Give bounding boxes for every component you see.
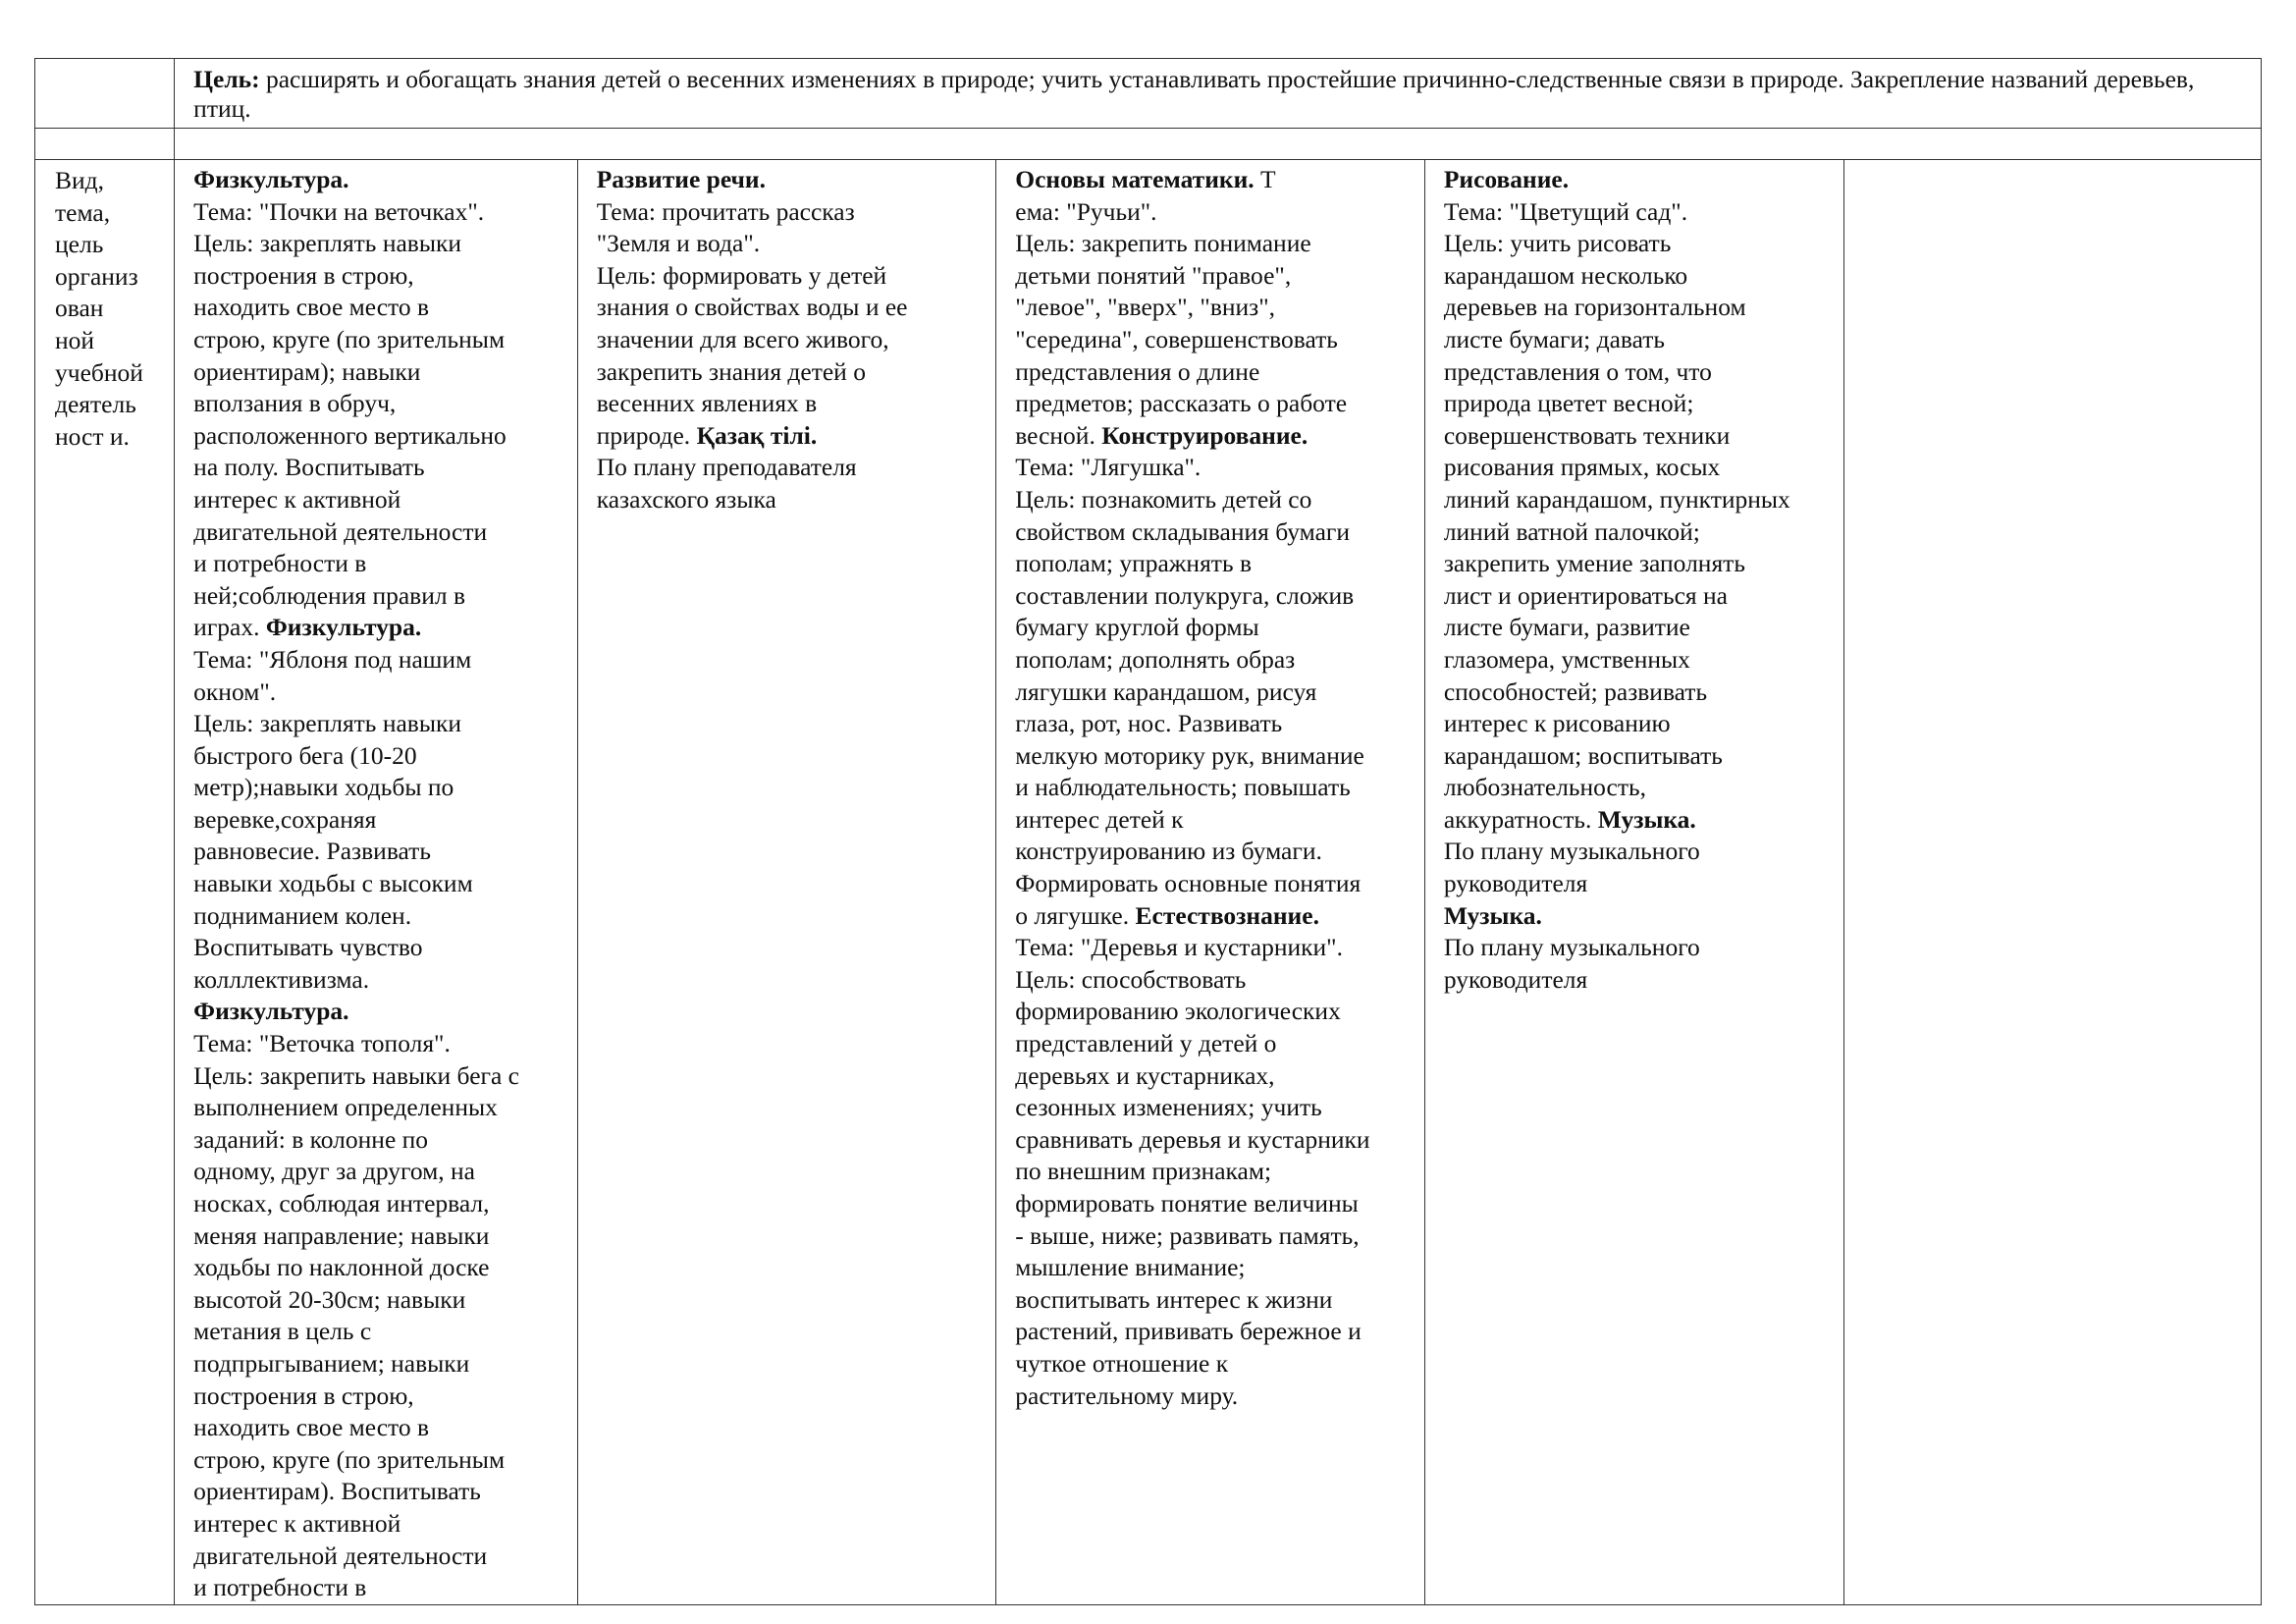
line-text: По плану преподавателя xyxy=(596,453,857,482)
text-line xyxy=(1015,484,1415,516)
line-text: свойством складывания бумаги xyxy=(1015,516,1351,546)
activity-cell-5 xyxy=(1844,160,2262,1605)
line-text: значении для всего живого, xyxy=(596,324,889,353)
subject-heading: Қазақ тілі. xyxy=(696,420,818,450)
line-text: ориентирам); навыки xyxy=(193,356,421,386)
goal-text xyxy=(175,59,2261,124)
line-text: Формировать основные понятия xyxy=(1015,869,1362,898)
row-label-line: Вид, xyxy=(55,166,105,194)
text-line xyxy=(193,1092,567,1124)
line-text: листе бумаги, развитие xyxy=(1443,613,1690,642)
line-text: носках, соблюдая интервал, xyxy=(193,1189,490,1218)
line-text: лягушки карандашом, рисуя xyxy=(1015,677,1317,706)
line-text: играх. xyxy=(193,613,266,642)
line-text: одному, друг за другом, на xyxy=(193,1157,475,1186)
text-line xyxy=(193,452,567,484)
line-text: вползания в обруч, xyxy=(193,389,397,418)
line-text: Тема: "Яблоня под нашим xyxy=(193,644,472,674)
text-line xyxy=(1444,228,1835,260)
subject-heading: Основы математики. xyxy=(1015,165,1255,193)
line-text: подниманием колен. xyxy=(193,900,412,930)
goal-label: Цель: xyxy=(193,65,260,93)
subject-heading: Рисование. xyxy=(1443,165,1570,193)
text-line xyxy=(1444,644,1835,677)
activity-column-math xyxy=(996,160,1424,1412)
activity-column-speech xyxy=(578,160,996,516)
line-text: о лягушке. xyxy=(1015,900,1136,930)
line-text: листе бумаги; давать xyxy=(1443,324,1666,353)
line-text: "середина", совершенствовать xyxy=(1015,324,1338,353)
line-text: чуткое отношение к xyxy=(1015,1348,1229,1378)
line-text: бумагу круглой формы xyxy=(1015,613,1259,642)
text-line xyxy=(1015,516,1415,549)
line-text: - выше, ниже; развивать память, xyxy=(1015,1220,1360,1250)
line-text: конструированию из бумаги. xyxy=(1015,837,1322,866)
text-line xyxy=(1015,356,1415,389)
line-text: и наблюдательность; повышать xyxy=(1015,773,1351,802)
text-line xyxy=(193,996,567,1028)
line-text: Тема: прочитать рассказ xyxy=(596,196,855,226)
line-text: Цель: способствовать xyxy=(1015,964,1247,994)
empty-row xyxy=(35,129,2262,160)
text-line xyxy=(193,1028,567,1060)
line-text: знания о свойствах воды и ее xyxy=(596,293,908,322)
text-line xyxy=(193,1124,567,1157)
text-line xyxy=(193,1316,567,1348)
line-text: мышление внимание; xyxy=(1015,1253,1246,1282)
activity-column-physical-education xyxy=(175,160,577,1604)
line-text: линий карандашом, пунктирных xyxy=(1443,484,1790,514)
line-text: построения в строю, xyxy=(193,260,414,290)
line-text: Т xyxy=(1254,165,1276,193)
text-line xyxy=(1015,196,1415,229)
line-text: двигательной деятельности xyxy=(193,1541,488,1570)
line-text: строю, круге (по зрительным xyxy=(193,324,506,353)
line-text: метания в цель с xyxy=(193,1317,372,1346)
text-line xyxy=(1015,868,1415,900)
row-label-cell xyxy=(35,160,175,1605)
line-text: колллективизма. xyxy=(193,964,370,994)
activities-row xyxy=(35,160,2262,1605)
text-line xyxy=(193,1220,567,1253)
empty-cell-2 xyxy=(175,129,2262,160)
line-text: заданий: в колонне по xyxy=(193,1124,429,1154)
text-line xyxy=(597,388,987,420)
line-text: карандашом несколько xyxy=(1443,260,1688,290)
text-line xyxy=(1015,420,1415,453)
activity-column-drawing xyxy=(1425,160,1844,996)
line-text: высотой 20-30см; навыки xyxy=(193,1284,466,1314)
text-line xyxy=(1015,1060,1415,1093)
text-line xyxy=(597,260,987,293)
text-line xyxy=(1444,932,1835,964)
line-text: глаза, рот, нос. Развивать xyxy=(1015,709,1283,738)
text-line xyxy=(193,1252,567,1284)
subject-heading: Физкультура. xyxy=(193,165,349,193)
text-line xyxy=(193,1412,567,1444)
line-text: Цель: формировать у детей xyxy=(596,260,887,290)
text-line xyxy=(193,324,567,356)
text-line xyxy=(1444,196,1835,229)
line-text: По плану музыкального xyxy=(1443,933,1700,962)
lesson-plan-table xyxy=(34,58,2262,1605)
text-line xyxy=(193,772,567,804)
text-line xyxy=(1015,964,1415,997)
line-text: Цель: закрепить понимание xyxy=(1015,229,1311,258)
line-text: формировать понятие величины xyxy=(1015,1189,1359,1218)
text-line xyxy=(1444,260,1835,293)
line-text: и потребности в xyxy=(193,549,367,578)
text-line xyxy=(1444,708,1835,740)
text-line xyxy=(193,612,567,644)
line-text: способностей; развивать xyxy=(1443,677,1708,706)
row-label-line: учебной xyxy=(55,357,143,387)
text-line xyxy=(597,356,987,389)
line-text: закрепить умение заполнять xyxy=(1443,549,1745,578)
line-text: быстрого бега (10-20 xyxy=(193,740,417,770)
line-text: и потребности в xyxy=(193,1573,367,1602)
line-text: Тема: "Лягушка". xyxy=(1015,453,1201,482)
text-line xyxy=(193,868,567,900)
text-line xyxy=(1444,964,1835,997)
empty-cell-1 xyxy=(35,129,175,160)
line-text: строю, круге (по зрительным xyxy=(193,1444,506,1474)
line-text: на полу. Воспитывать xyxy=(193,453,425,482)
text-line xyxy=(1444,548,1835,580)
text-line xyxy=(193,260,567,293)
subject-heading: Физкультура. xyxy=(265,613,422,642)
text-line xyxy=(193,1188,567,1220)
text-line xyxy=(597,164,987,196)
line-text: интерес к активной xyxy=(193,1508,401,1538)
text-line xyxy=(1444,388,1835,420)
activity-cell-3 xyxy=(996,160,1425,1605)
line-text: предметов; рассказать о работе xyxy=(1015,389,1348,418)
line-text: природа цветет весной; xyxy=(1443,389,1694,418)
line-text: деревьев на горизонтальном xyxy=(1443,293,1746,322)
text-line xyxy=(193,1060,567,1093)
line-text: совершенствовать техники xyxy=(1443,420,1731,450)
line-text: сезонных изменениях; учить xyxy=(1015,1093,1322,1122)
text-line xyxy=(193,1380,567,1413)
text-line xyxy=(1444,164,1835,196)
text-line xyxy=(193,1348,567,1380)
text-line xyxy=(597,484,987,516)
line-text: ориентирам). Воспитывать xyxy=(193,1477,481,1506)
text-line xyxy=(1444,292,1835,324)
line-text: находить свое место в xyxy=(193,1413,430,1442)
text-line xyxy=(1444,772,1835,804)
text-line xyxy=(597,228,987,260)
line-text: Цель: закреплять навыки xyxy=(193,709,461,738)
line-text: равновесие. Развивать xyxy=(193,837,431,866)
text-line xyxy=(1015,548,1415,580)
text-line xyxy=(1015,388,1415,420)
line-text: ходьбы по наклонной доске xyxy=(193,1253,490,1282)
text-line xyxy=(1444,740,1835,773)
text-line xyxy=(1444,324,1835,356)
line-text: детьми понятий "правое", xyxy=(1015,260,1292,290)
line-text: интерес к рисованию xyxy=(1443,709,1671,738)
text-line xyxy=(193,1508,567,1541)
text-line xyxy=(193,836,567,868)
text-line xyxy=(1015,677,1415,709)
subject-heading: Развитие речи. xyxy=(596,165,766,193)
text-line xyxy=(1015,292,1415,324)
line-text: представления о том, что xyxy=(1443,356,1712,386)
line-text: воспитывать интерес к жизни xyxy=(1015,1284,1333,1314)
text-line xyxy=(597,324,987,356)
text-line xyxy=(1015,1316,1415,1348)
line-text: ней;соблюдения правил в xyxy=(193,580,465,610)
line-text: Тема: "Деревья и кустарники". xyxy=(1015,933,1343,962)
line-text: деревьях и кустарниках, xyxy=(1015,1060,1275,1090)
subject-heading: Музыка. xyxy=(1443,900,1542,930)
text-line xyxy=(193,677,567,709)
line-text: подпрыгыванием; навыки xyxy=(193,1348,470,1378)
line-text: меняя направление; навыки xyxy=(193,1220,490,1250)
line-text: Цель: учить рисовать xyxy=(1443,229,1672,258)
text-line xyxy=(1015,164,1415,196)
goal-row xyxy=(35,59,2262,129)
text-line xyxy=(193,356,567,389)
text-line xyxy=(1444,612,1835,644)
goal-body: расширять и обогащать знания детей о весенних изменениях в природе; учить устанавливать простейшие причинно-следственные связи в природе. Закрепление названий деревьев, птиц. xyxy=(193,65,2195,123)
line-text: карандашом; воспитывать xyxy=(1443,740,1723,770)
subject-heading: Естествознание. xyxy=(1135,900,1319,930)
text-line xyxy=(1015,1220,1415,1253)
text-line xyxy=(597,452,987,484)
text-line xyxy=(193,708,567,740)
line-text: Цель: познакомить детей со xyxy=(1015,484,1312,514)
text-line xyxy=(1444,356,1835,389)
text-line xyxy=(1015,1252,1415,1284)
line-text: глазомера, умственных xyxy=(1443,644,1690,674)
text-line xyxy=(1015,740,1415,773)
text-line xyxy=(597,292,987,324)
text-line xyxy=(193,1284,567,1317)
text-line xyxy=(1015,900,1415,933)
text-line xyxy=(193,420,567,453)
text-line xyxy=(1015,1124,1415,1157)
text-line xyxy=(1015,228,1415,260)
text-line xyxy=(1015,644,1415,677)
line-text: интерес детей к xyxy=(1015,804,1184,834)
line-text: "левое", "вверх", "вниз", xyxy=(1015,293,1276,322)
text-line xyxy=(193,900,567,933)
text-line xyxy=(1444,677,1835,709)
line-text: выполнением определенных xyxy=(193,1093,498,1122)
text-line xyxy=(1444,836,1835,868)
line-text: "Земля и вода". xyxy=(596,229,761,258)
line-text: мелкую моторику рук, внимание xyxy=(1015,740,1364,770)
row-label-line: тема, xyxy=(55,197,111,227)
line-text: Цель: закрепить навыки бега с xyxy=(193,1060,519,1090)
text-line xyxy=(193,1156,567,1188)
text-line xyxy=(193,932,567,964)
line-text: веревке,сохраняя xyxy=(193,804,377,834)
text-line xyxy=(1015,836,1415,868)
row-label-line: ной xyxy=(55,325,95,354)
line-text: руководителя xyxy=(1443,964,1588,994)
row-label-line: организ xyxy=(55,261,138,291)
text-line xyxy=(193,740,567,773)
text-line xyxy=(1444,804,1835,837)
text-line xyxy=(1444,484,1835,516)
row-label-line: ност и. xyxy=(55,421,130,451)
line-text: построения в строю, xyxy=(193,1380,414,1410)
line-text: весной. xyxy=(1015,420,1102,450)
line-text: окном". xyxy=(193,677,277,706)
activity-column-empty xyxy=(1844,160,2261,164)
line-text: по внешним признакам; xyxy=(1015,1157,1272,1186)
text-line xyxy=(193,228,567,260)
text-line xyxy=(193,484,567,516)
row-label-line: деятель xyxy=(55,390,136,419)
row-label-line: цель xyxy=(55,230,104,259)
line-text: любознательность, xyxy=(1443,773,1647,802)
text-line xyxy=(1015,324,1415,356)
line-text: природе. xyxy=(596,420,697,450)
text-line xyxy=(193,964,567,997)
goal-cell xyxy=(175,59,2262,129)
text-line xyxy=(193,1444,567,1477)
line-text: Тема: "Почки на веточках". xyxy=(193,196,485,226)
line-text: пополам; дополнять образ xyxy=(1015,644,1296,674)
text-line xyxy=(1015,260,1415,293)
line-text: рисования прямых, косых xyxy=(1443,453,1721,482)
text-line xyxy=(1015,1348,1415,1380)
text-line xyxy=(597,196,987,229)
line-text: Тема: "Веточка тополя". xyxy=(193,1029,451,1058)
line-text: казахского языка xyxy=(596,484,776,514)
line-text: составлении полукруга, сложив xyxy=(1015,580,1355,610)
line-text: Цель: закреплять навыки xyxy=(193,229,461,258)
text-line xyxy=(1444,868,1835,900)
text-line xyxy=(1444,420,1835,453)
line-text: растительному миру. xyxy=(1015,1380,1239,1410)
text-line xyxy=(1015,452,1415,484)
text-line xyxy=(1015,1156,1415,1188)
line-text: навыки ходьбы с высоким xyxy=(193,869,473,898)
text-line xyxy=(1444,516,1835,549)
text-line xyxy=(1015,804,1415,837)
line-text: двигательной деятельности xyxy=(193,516,488,546)
text-line xyxy=(193,292,567,324)
text-line xyxy=(193,548,567,580)
text-line xyxy=(1444,580,1835,613)
text-line xyxy=(193,580,567,613)
text-line xyxy=(1015,932,1415,964)
line-text: Тема: "Цветущий сад". xyxy=(1443,196,1688,226)
text-line xyxy=(193,196,567,229)
text-line xyxy=(193,1541,567,1573)
text-line xyxy=(1444,452,1835,484)
line-text: лист и ориентироваться на xyxy=(1443,580,1728,610)
line-text: закрепить знания детей о xyxy=(596,356,866,386)
text-line xyxy=(1015,1380,1415,1413)
text-line xyxy=(1015,996,1415,1028)
text-line xyxy=(193,388,567,420)
text-line xyxy=(1444,900,1835,933)
line-text: растений, прививать бережное и xyxy=(1015,1317,1362,1346)
line-text: метр);навыки ходьбы по xyxy=(193,773,454,802)
activity-cell-2 xyxy=(577,160,996,1605)
text-line xyxy=(193,1476,567,1508)
line-text: формированию экологических xyxy=(1015,997,1341,1026)
text-line xyxy=(193,164,567,196)
text-line xyxy=(193,516,567,549)
line-text: руководителя xyxy=(1443,869,1588,898)
row-label-line: ован xyxy=(55,294,104,323)
line-text: сравнивать деревья и кустарники xyxy=(1015,1124,1370,1154)
row-label xyxy=(35,160,174,453)
text-line xyxy=(597,420,987,453)
line-text: пополам; упражнять в xyxy=(1015,549,1252,578)
subject-heading: Музыка. xyxy=(1597,804,1696,834)
line-text: По плану музыкального xyxy=(1443,837,1700,866)
text-line xyxy=(1015,612,1415,644)
goal-label-empty-cell xyxy=(35,59,175,129)
line-text: представлений у детей о xyxy=(1015,1029,1277,1058)
line-text: представления о длине xyxy=(1015,356,1260,386)
line-text: интерес к активной xyxy=(193,484,401,514)
text-line xyxy=(1015,1188,1415,1220)
text-line xyxy=(193,644,567,677)
line-text: ема: "Ручьи". xyxy=(1015,196,1157,226)
line-text: линий ватной палочкой; xyxy=(1443,516,1700,546)
text-line xyxy=(1015,1284,1415,1317)
text-line xyxy=(1015,708,1415,740)
text-line xyxy=(193,804,567,837)
line-text: весенних явлениях в xyxy=(596,389,818,418)
text-line xyxy=(1015,772,1415,804)
subject-heading: Конструирование. xyxy=(1101,420,1308,450)
activity-cell-1 xyxy=(175,160,578,1605)
line-text: Воспитывать чувство xyxy=(193,933,423,962)
line-text: расположенного вертикально xyxy=(193,420,507,450)
text-line xyxy=(1015,580,1415,613)
line-text: аккуратность. xyxy=(1443,804,1598,834)
text-line xyxy=(193,1572,567,1604)
text-line xyxy=(1015,1092,1415,1124)
text-line xyxy=(1015,1028,1415,1060)
subject-heading: Физкультура. xyxy=(193,997,349,1026)
activity-cell-4 xyxy=(1424,160,1844,1605)
line-text: находить свое место в xyxy=(193,293,430,322)
